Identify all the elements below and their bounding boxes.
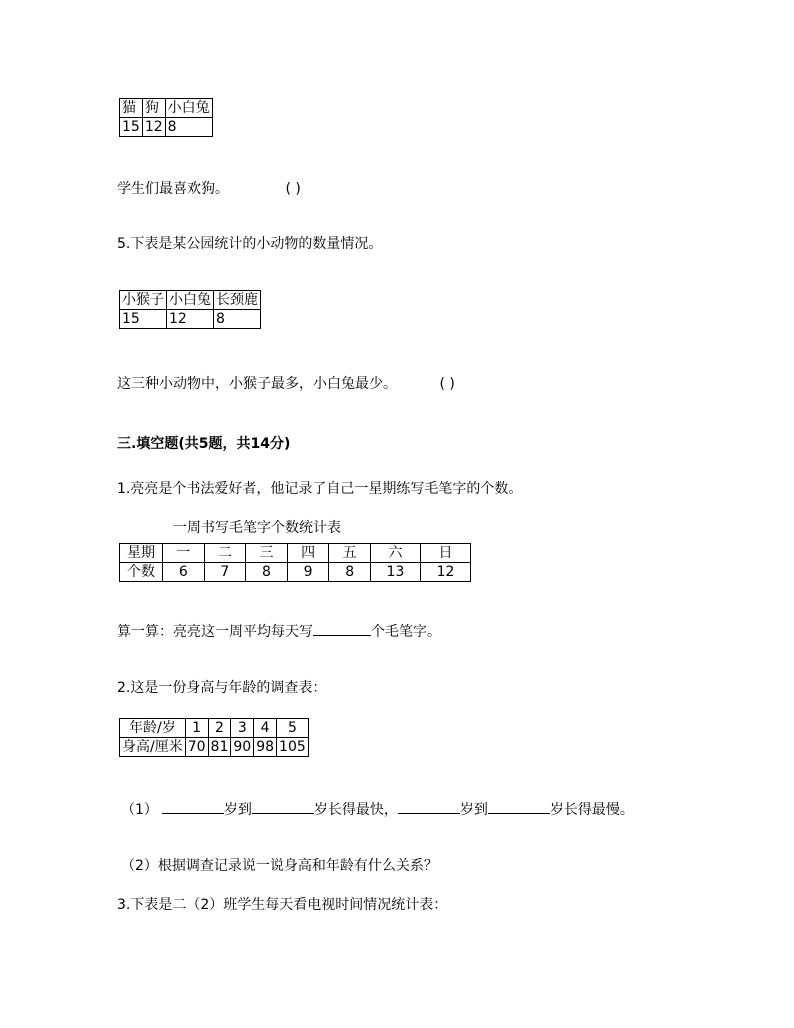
table-cell: 5 [277, 719, 309, 738]
table-cell: 8 [165, 118, 212, 137]
f2-q1-slow: 岁长得最慢。 [549, 802, 634, 818]
f2-q2: （2）根据调查记录说一说身高和年龄有什么关系？ [121, 858, 438, 874]
table-pets [119, 98, 213, 137]
table-cell: 小白兔 [167, 291, 214, 310]
table-height-age [119, 718, 309, 757]
q5-statement: 这三种小动物中，小猴子最多，小白兔最少。 [117, 376, 397, 392]
table-cell: 12 [420, 563, 470, 582]
f3-prompt: 3.下表是二（2）班学生每天看电视时间情况统计表： [117, 897, 448, 913]
table-cell: 1 [185, 719, 208, 738]
table-row [120, 99, 213, 118]
table-animals [119, 290, 261, 329]
f2-q1-fast: 岁长得最快， [313, 802, 398, 818]
answer-blank[interactable] [162, 799, 224, 814]
f1-calc-line [117, 621, 441, 641]
table-row [120, 544, 471, 563]
table-row [120, 291, 261, 310]
table-cell: 小猴子 [120, 291, 167, 310]
table-row [120, 310, 261, 329]
answer-blank[interactable] [313, 621, 371, 636]
table-row [120, 719, 309, 738]
answer-paren[interactable]: ( ) [285, 181, 301, 197]
table-cell: 9 [287, 563, 329, 582]
table-cell: 81 [208, 738, 231, 757]
f1-calc-after: 个毛笔字。 [371, 624, 441, 640]
table-row [120, 118, 213, 137]
table-cell: 13 [370, 563, 420, 582]
table-cell: 一 [163, 544, 205, 563]
table-cell: 8 [246, 563, 288, 582]
table-cell: 小白兔 [165, 99, 212, 118]
table-cell: 105 [277, 738, 309, 757]
q5-line [117, 373, 455, 393]
table-cell: 7 [204, 563, 246, 582]
f2-q1-prefix: （1） [121, 802, 158, 818]
table-cell: 70 [185, 738, 208, 757]
table-cell: 狗 [142, 99, 165, 118]
table-cell: 8 [329, 563, 371, 582]
q4-line [117, 178, 301, 198]
table-cell: 六 [370, 544, 420, 563]
f2-q1-line [121, 799, 634, 819]
answer-blank[interactable] [398, 799, 460, 814]
table-cell: 3 [231, 719, 254, 738]
table-cell: 98 [254, 738, 277, 757]
table-cell: 2 [208, 719, 231, 738]
table-cell: 个数 [120, 563, 163, 582]
table-cell: 15 [120, 118, 143, 137]
table-cell: 日 [420, 544, 470, 563]
table-cell: 90 [231, 738, 254, 757]
table-cell: 二 [204, 544, 246, 563]
table-cell: 12 [142, 118, 165, 137]
table-brush-writing [119, 543, 471, 582]
table-cell: 五 [329, 544, 371, 563]
table-cell: 4 [254, 719, 277, 738]
f2-q1-to1: 岁到 [223, 802, 252, 818]
table-cell: 星期 [120, 544, 163, 563]
f2-prompt: 2.这是一份身高与年龄的调查表： [117, 680, 327, 696]
table-caption: 一周书写毛笔字个数统计表 [173, 520, 341, 536]
table-row [120, 738, 309, 757]
table-cell: 猫 [120, 99, 143, 118]
answer-blank[interactable] [488, 799, 550, 814]
table-row [120, 563, 471, 582]
table-cell: 12 [167, 310, 214, 329]
q4-statement: 学生们最喜欢狗。 [117, 181, 229, 197]
table-cell: 6 [163, 563, 205, 582]
q5-prompt: 5.下表是某公园统计的小动物的数量情况。 [117, 236, 383, 252]
table-cell: 8 [214, 310, 261, 329]
table-cell: 长颈鹿 [214, 291, 261, 310]
table-cell: 年龄/岁 [120, 719, 186, 738]
f1-prompt: 1.亮亮是个书法爱好者，他记录了自己一星期练写毛笔字的个数。 [117, 481, 523, 497]
section-title: 三.填空题(共5题，共14分) [117, 436, 291, 452]
f1-calc-before: 算一算：亮亮这一周平均每天写 [117, 624, 313, 640]
table-cell: 三 [246, 544, 288, 563]
table-cell: 四 [287, 544, 329, 563]
answer-blank[interactable] [252, 799, 314, 814]
f2-q1-to2: 岁到 [459, 802, 488, 818]
answer-paren[interactable]: ( ) [439, 376, 455, 392]
table-cell: 身高/厘米 [120, 738, 186, 757]
table-cell: 15 [120, 310, 167, 329]
